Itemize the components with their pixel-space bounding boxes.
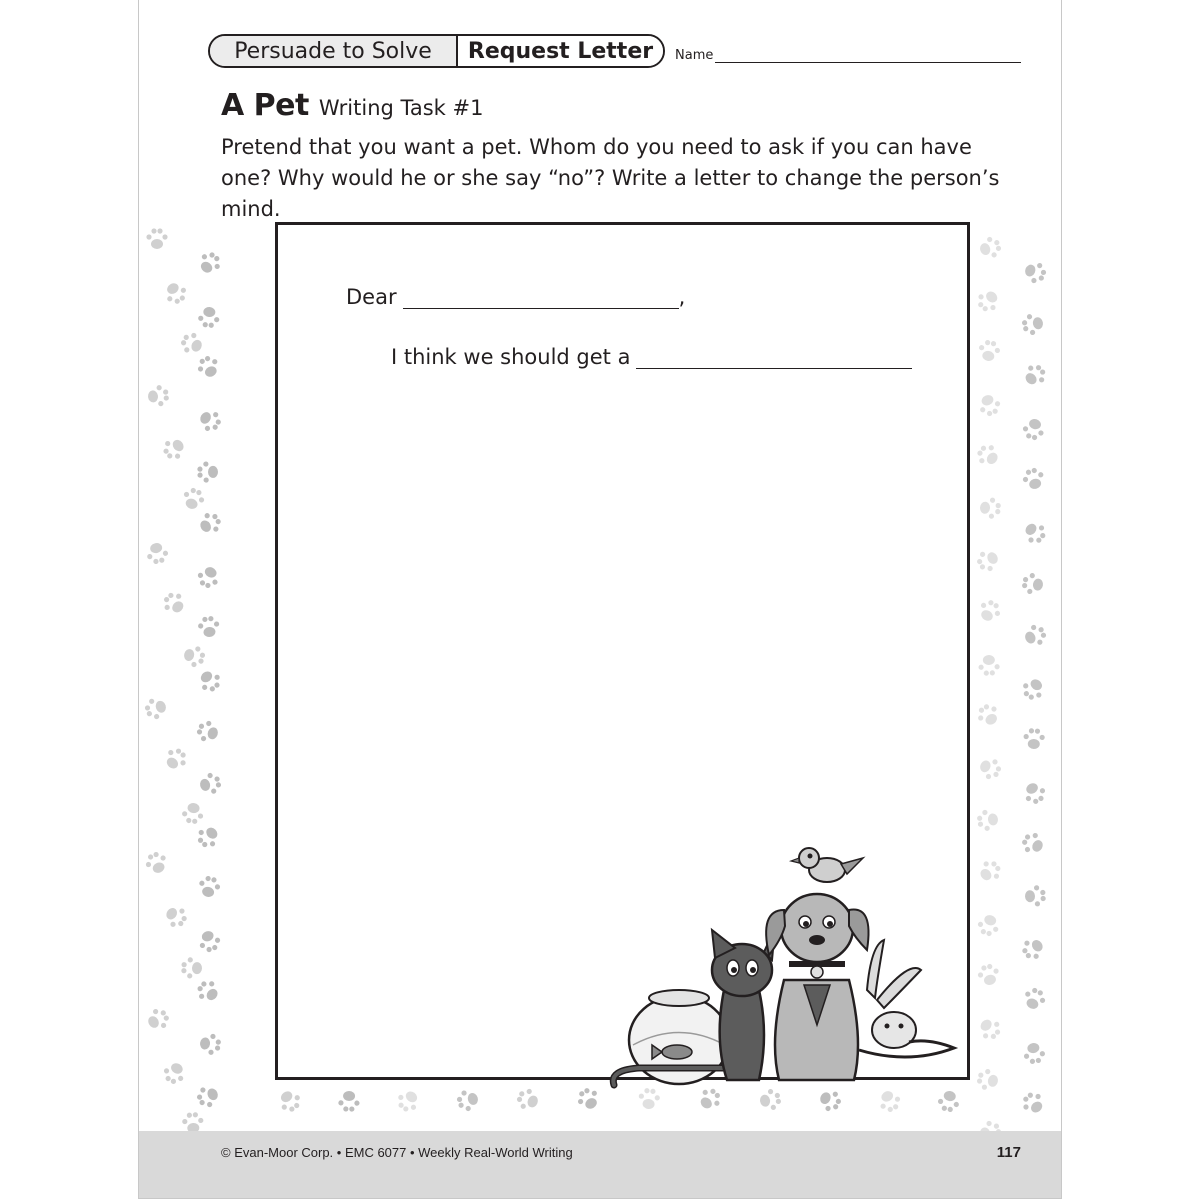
name-blank-line[interactable] <box>715 50 1021 63</box>
paw-print-icon <box>197 306 220 328</box>
paw-print-icon <box>159 434 188 463</box>
paw-print-icon <box>514 1086 541 1113</box>
opening-row <box>391 345 912 369</box>
paw-print-icon <box>181 957 202 979</box>
bird-icon <box>791 848 863 882</box>
paw-print-icon <box>1018 1088 1048 1117</box>
paw-print-icon <box>178 329 206 357</box>
paw-print-icon <box>976 808 999 832</box>
unit-label: Persuade to Solve <box>210 36 458 66</box>
paw-print-icon <box>1020 466 1046 492</box>
paw-print-icon <box>144 1005 172 1034</box>
paw-print-icon <box>145 541 170 566</box>
task-heading <box>221 88 483 123</box>
paw-print-icon <box>394 1086 423 1115</box>
salutation-row <box>346 285 685 309</box>
page-footer <box>139 1131 1061 1198</box>
paw-print-icon <box>976 962 1002 987</box>
paw-print-icon <box>180 485 207 512</box>
paw-print-icon <box>1022 622 1049 650</box>
paw-print-icon <box>973 286 1003 315</box>
paw-print-icon <box>977 339 1001 363</box>
paw-print-icon <box>1019 675 1048 704</box>
paw-print-icon <box>193 976 222 1005</box>
copyright-text: © Evan-Moor Corp. • EMC 6077 • Weekly Real-World Writing <box>221 1145 573 1160</box>
paw-print-icon <box>979 497 1001 520</box>
paw-print-icon <box>143 695 169 722</box>
paw-print-icon <box>194 563 222 591</box>
paw-print-icon <box>160 1059 188 1087</box>
paw-print-icon <box>147 384 170 407</box>
paw-print-icon <box>975 1014 1005 1044</box>
paw-print-icon <box>1020 779 1049 807</box>
paw-print-icon <box>146 228 167 249</box>
paw-print-icon <box>338 1091 360 1112</box>
paw-print-icon <box>975 856 1004 885</box>
paw-print-icon <box>1021 985 1049 1012</box>
paw-print-icon <box>975 912 1002 938</box>
paw-print-icon <box>1021 572 1045 596</box>
paw-print-icon <box>194 353 222 381</box>
paw-print-icon <box>196 509 225 538</box>
header-tabs <box>208 34 665 68</box>
paw-print-icon <box>975 1067 1000 1092</box>
paw-print-icon <box>159 588 189 618</box>
paw-print-icon <box>976 755 1003 783</box>
paw-print-icon <box>275 1086 304 1115</box>
paw-print-icon <box>182 644 207 670</box>
name-field[interactable] <box>675 48 1021 63</box>
rabbit-icon <box>867 940 921 1008</box>
paw-print-icon <box>161 279 190 308</box>
paw-print-icon <box>1023 728 1045 750</box>
paw-print-icon <box>1021 417 1047 442</box>
paw-print-icon <box>1022 1041 1046 1065</box>
paw-print-icon <box>974 546 1002 574</box>
paw-print-icon <box>196 928 223 954</box>
paw-print-icon <box>1021 312 1045 337</box>
paw-print-icon <box>1019 829 1047 858</box>
paw-print-icon <box>1018 934 1047 963</box>
paw-print-icon <box>198 771 223 796</box>
paw-print-icon <box>194 1083 222 1111</box>
name-label: Name <box>675 48 714 63</box>
task-instructions: Pretend that you want a pet. Whom do you need to ask if you can have one? Why would he or she say “no”? Write a letter to change the person’s mind. <box>221 135 1000 221</box>
paw-print-icon <box>1024 885 1046 907</box>
paw-print-icon <box>455 1087 480 1113</box>
salutation-comma: , <box>678 285 686 309</box>
paw-print-icon <box>181 802 205 825</box>
paw-print-icon <box>193 822 223 852</box>
salutation-label: Dear <box>346 285 397 309</box>
paw-print-icon <box>1020 518 1049 548</box>
page-number: 117 <box>996 1144 1021 1161</box>
form-label: Request Letter <box>458 36 663 66</box>
paw-print-icon <box>143 849 171 876</box>
paw-print-icon <box>195 666 224 695</box>
paw-print-icon <box>574 1085 603 1114</box>
paw-print-icon <box>978 655 1000 676</box>
paw-print-icon <box>197 461 218 483</box>
paw-print-icon <box>197 874 222 899</box>
paw-print-icon <box>1020 360 1050 390</box>
task-title: A Pet <box>221 88 309 123</box>
paw-print-icon <box>975 597 1004 625</box>
pet-blank-line[interactable] <box>636 346 912 369</box>
paw-print-icon <box>976 392 1003 419</box>
paw-print-icon <box>974 700 1003 729</box>
pets-illustration <box>609 840 969 1105</box>
paw-print-icon <box>199 1032 222 1056</box>
worksheet-page <box>138 0 1062 1199</box>
paw-print-icon <box>161 744 190 773</box>
paw-print-icon <box>162 902 191 931</box>
task-subtitle: Writing Task #1 <box>318 96 484 120</box>
paw-print-icon <box>196 406 225 435</box>
paw-print-icon <box>973 441 1002 470</box>
paw-print-icon <box>195 248 224 277</box>
hamster-icon <box>859 1012 954 1057</box>
paw-print-icon <box>195 718 221 745</box>
paw-print-icon <box>1022 259 1049 286</box>
recipient-blank-line[interactable] <box>403 286 679 309</box>
opening-sentence: I think we should get a <box>391 345 631 369</box>
dog-icon <box>766 894 868 1080</box>
paw-print-icon <box>977 235 1003 261</box>
paw-print-icon <box>197 615 221 638</box>
